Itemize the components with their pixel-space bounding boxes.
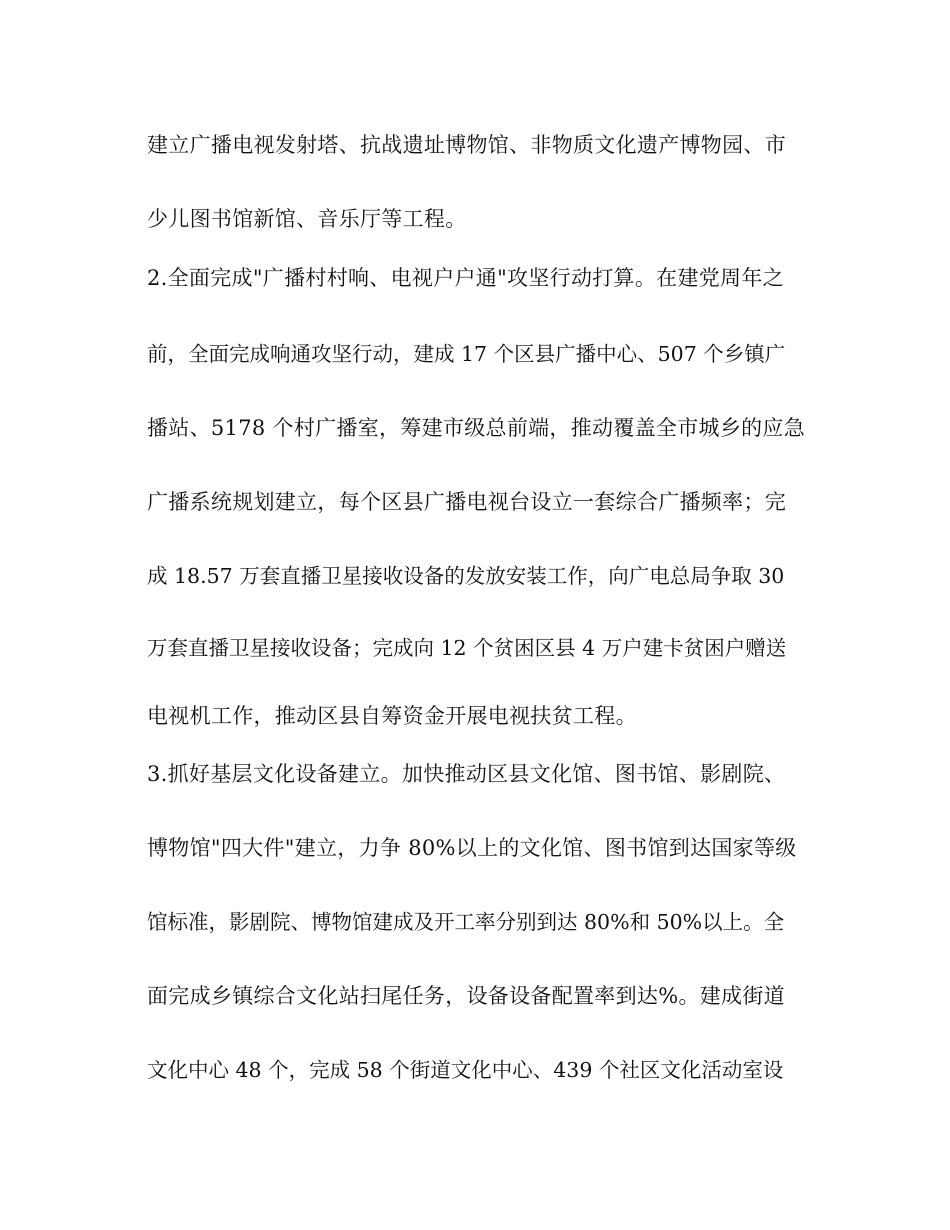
text-line: 2.全面完成"广播村村响、电视户户通"攻坚行动打算。在建党周年之 — [147, 266, 784, 290]
text-line: 万套直播卫星接收设备；完成向 12 个贫困区县 4 万户建卡贫困户赠送 — [147, 636, 787, 660]
text-line: 文化中心 48 个，完成 58 个街道文化中心、439 个社区文化活动室设 — [147, 1058, 784, 1082]
text-line: 3.抓好基层文化设备建立。加快推动区县文化馆、图书馆、影剧院、 — [147, 762, 786, 786]
text-line: 少儿图书馆新馆、音乐厅等工程。 — [147, 207, 467, 231]
text-line: 电视机工作，推动区县自筹资金开展电视扶贫工程。 — [147, 704, 637, 728]
text-line: 播站、5178 个村广播室，筹建市级总前端，推动覆盖全市城乡的应急 — [147, 416, 806, 440]
text-line: 成 18.57 万套直播卫星接收设备的发放安装工作，向广电总局争取 30 — [147, 564, 785, 588]
text-line: 博物馆"四大件"建立，力争 80%以上的文化馆、图书馆到达国家等级 — [147, 836, 797, 860]
text-line: 馆标准，影剧院、博物馆建成及开工率分别到达 80%和 50%以上。全 — [147, 910, 785, 934]
text-line: 面完成乡镇综合文化站扫尾任务，设备设备配置率到达%。建成街道 — [147, 984, 785, 1008]
text-line: 广播系统规划建立，每个区县广播电视台设立一套综合广播频率；完 — [147, 490, 786, 514]
text-line: 建立广播电视发射塔、抗战遗址博物馆、非物质文化遗产博物园、市 — [147, 133, 786, 157]
text-line: 前，全面完成响通攻坚行动，建成 17 个区县广播中心、507 个乡镇广 — [147, 342, 786, 366]
